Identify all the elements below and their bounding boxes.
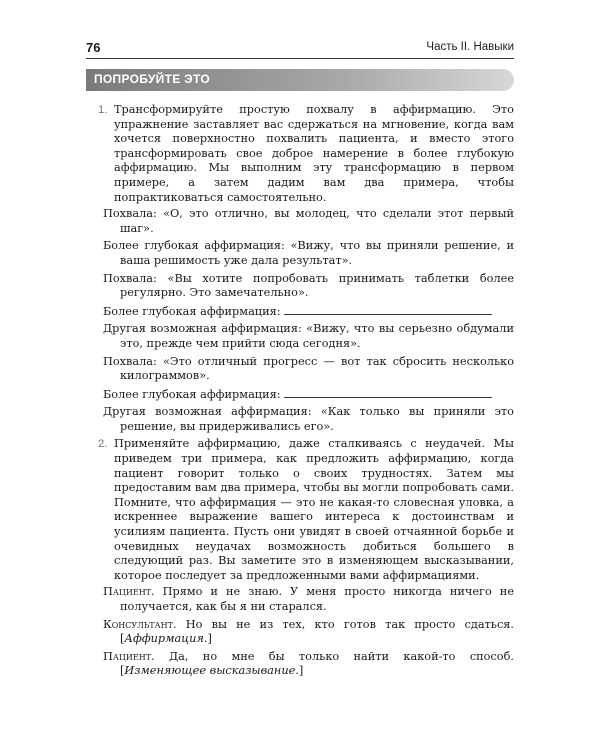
exercise-item-2 <box>86 437 514 583</box>
bracket-open: [ <box>120 632 125 646</box>
bracket-close: ] <box>298 664 304 678</box>
item-text: Трансформируйте простую похвалу в аффирмацию. Это упражнение заставляет вас сдержаться на мгновение, когда вам хочется поверхностно похвалить пациента, и вместо этого трансформировать свое доброе намерение в более глубокую аффирмацию. Мы выполним эту трансформацию в первом примере, а затем дадим вам два примера, чтобы попрактиковаться самостоятельно. <box>114 103 514 204</box>
alt-affirmation-line: Другая возможная аффирмация: «Как только вы приняли это решение, вы придерживались его». <box>103 405 514 433</box>
affirmation-label: Более глубокая аффирмация: <box>103 304 281 318</box>
page-body <box>86 103 514 682</box>
page-number: 76 <box>86 40 101 55</box>
item-text: Применяйте аффирмацию, даже сталкиваясь с неудачей. Мы приведем три примера, как предложить аффирмацию, когда пациент говорит только о своих трудностях. Затем мы предоставим вам два примера, чтобы вы могли попробовать сами. Помните, что аффирмация — это не какая-то словесная уловка, а искреннее выражение вашего интереса к достоинствам и усилиям пациента. Пусть они увидят в своей отчаянной борьбе и очевидных неудачах возможность добиться большего в следующий раз. Вы заметите это в изменяющем высказывании, которое последует за предложенными вами аффирмациями. <box>114 437 514 582</box>
speaker-label: Консультант. <box>103 617 177 631</box>
answer-blank[interactable] <box>284 387 492 398</box>
dialogue-tag: Изменяющее высказывание. <box>124 664 299 678</box>
praise-line: Похвала: «Вы хотите попробовать принимать таблетки более регулярно. Это замечательно». <box>103 271 514 300</box>
speaker-label: Пациент. <box>103 649 155 663</box>
dialogue-text: Прямо и не знаю. У меня просто никогда ничего не получается, как бы я ни старался. <box>120 585 515 613</box>
dialogue-tag: Аффирмация. <box>124 632 208 646</box>
dialogue-line <box>86 618 514 647</box>
affirmation-label: Более глубокая аффирмация: <box>103 387 281 401</box>
dialogue-line <box>86 650 514 679</box>
item-number: 2. <box>98 438 108 451</box>
affirmation-blank-line <box>86 387 514 403</box>
speaker-label: Пациент. <box>103 585 155 599</box>
page-header <box>86 40 514 59</box>
item-number: 1. <box>98 104 108 116</box>
answer-blank[interactable] <box>284 304 492 315</box>
praise-line: Похвала: «О, это отлично, вы молодец, что сделали этот первый шаг». <box>103 207 514 235</box>
exercise-item-1 <box>86 103 514 205</box>
bracket-close: ] <box>207 632 212 646</box>
dialogue-line <box>86 585 514 614</box>
banner-title: ПОПРОБУЙТЕ ЭТО <box>94 72 210 86</box>
dialogue-text: Но вы не из тех, кто готов так просто сдаться. <box>185 617 514 631</box>
praise-line: Похвала: «Это отличный прогресс — вот так сбросить несколько килограммов». <box>103 354 514 383</box>
alt-affirmation-line: Другая возможная аффирмация: «Вижу, что вы серьезно обдумали это, прежде чем прийти сюда сегодня». <box>103 322 514 350</box>
bracket-open: [ <box>120 664 125 678</box>
section-banner <box>86 69 514 91</box>
affirmation-line: Более глубокая аффирмация: «Вижу, что вы приняли решение, и ваша решимость уже дала результат». <box>103 239 514 267</box>
affirmation-blank-line <box>86 304 514 320</box>
dialogue-text: Да, но мне бы только найти какой-то способ. <box>168 649 514 663</box>
running-title: Часть II. Навыки <box>426 41 514 53</box>
